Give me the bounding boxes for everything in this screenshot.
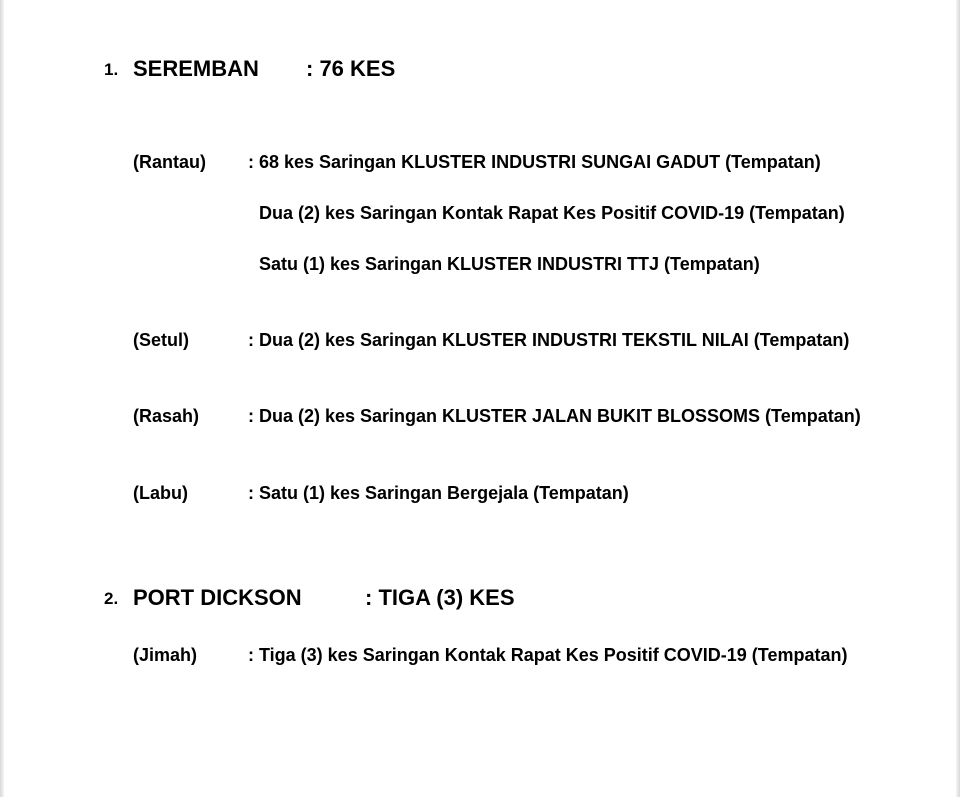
page-right-edge: [956, 0, 960, 797]
case-line: : 68 kes Saringan KLUSTER INDUSTRI SUNGAI GADUT (Tempatan): [248, 152, 821, 172]
case-line: : Dua (2) kes Saringan KLUSTER JALAN BUKIT BLOSSOMS (Tempatan): [248, 406, 861, 426]
case-line: Dua (2) kes Saringan Kontak Rapat Kes Positif COVID-19 (Tempatan): [259, 203, 845, 223]
area-name: (Rasah): [133, 406, 200, 426]
section-number: 2.: [104, 589, 119, 608]
district-name: SEREMBAN: [133, 56, 259, 81]
area-name: (Jimah): [133, 645, 198, 665]
area-name: (Setul): [133, 330, 189, 350]
case-line: : Satu (1) kes Saringan Bergejala (Tempatan): [248, 483, 629, 503]
case-line: : Tiga (3) kes Saringan Kontak Rapat Kes Positif COVID-19 (Tempatan): [248, 645, 848, 665]
case-line: Satu (1) kes Saringan KLUSTER INDUSTRI TTJ (Tempatan): [259, 254, 760, 274]
section-number: 1.: [104, 60, 119, 79]
district-name: PORT DICKSON: [133, 585, 302, 610]
district-total: : TIGA (3) KES: [365, 585, 515, 610]
case-line: : Dua (2) kes Saringan KLUSTER INDUSTRI TEKSTIL NILAI (Tempatan): [248, 330, 850, 350]
area-name: (Labu): [133, 483, 188, 503]
page-left-edge: [0, 0, 4, 797]
district-total: : 76 KES: [306, 56, 396, 81]
area-name: (Rantau): [133, 152, 206, 172]
